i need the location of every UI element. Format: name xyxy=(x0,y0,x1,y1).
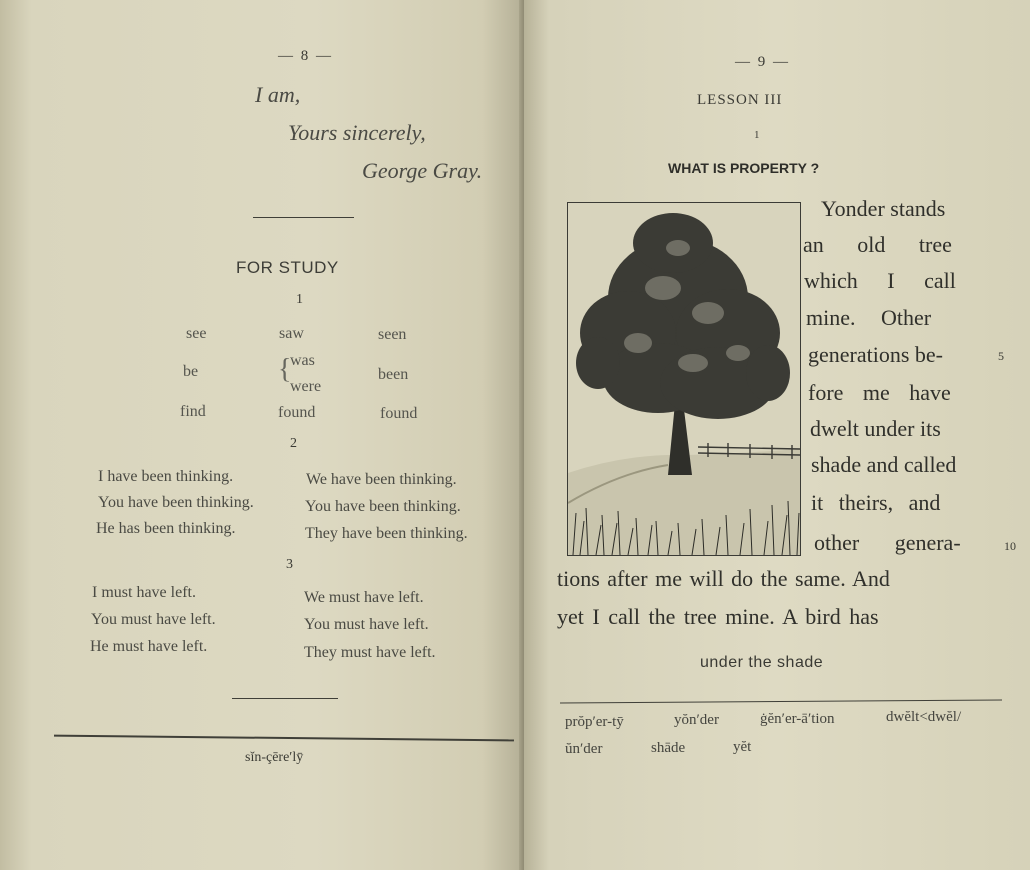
line-number-5: 5 xyxy=(998,349,1004,363)
s3-right-1: We must have left. xyxy=(304,589,424,606)
page-number-9: — 9 — xyxy=(735,54,790,70)
s2-left-3: He has been thinking. xyxy=(96,520,236,537)
s3-right-2: You must have left. xyxy=(304,616,429,633)
signature-name: George Gray. xyxy=(362,158,483,183)
lesson-section-number: 1 xyxy=(754,129,760,141)
text-line-2: an old tree xyxy=(803,232,952,257)
line-number-10: 10 xyxy=(1004,539,1016,553)
s2-left-1: I have been thinking. xyxy=(98,468,234,485)
gloss-shade: shāde xyxy=(651,740,686,756)
catchword: under the shade xyxy=(700,654,824,671)
text-line-1: Yonder stands xyxy=(821,196,946,221)
s2-left-2: You have been thinking. xyxy=(98,494,254,511)
text-line-8: shade and called xyxy=(811,452,957,477)
text-line-6: fore me have xyxy=(808,380,951,405)
lesson-heading: LESSON III xyxy=(697,92,783,108)
text-line-11: tions after me will do the same. And xyxy=(557,566,890,591)
study-heading: FOR STUDY xyxy=(236,258,339,277)
text-line-12: yet I call the tree mine. A bird has xyxy=(557,604,879,629)
lesson-title: WHAT IS PROPERTY ? xyxy=(668,160,820,176)
s3-right-3: They must have left. xyxy=(304,644,436,661)
s3-left-1: I must have left. xyxy=(92,584,196,601)
text-line-5: generations be- xyxy=(808,342,943,367)
s2-right-3: They have been thinking. xyxy=(305,525,468,542)
section-number-2: 2 xyxy=(290,436,297,451)
tree-illustration xyxy=(567,202,801,556)
verb-been: been xyxy=(378,366,409,383)
gloss-dwelt: dwĕlt<dwĕl/ xyxy=(886,709,962,725)
page-number-8: — 8 — xyxy=(278,48,333,64)
section-number-1: 1 xyxy=(296,292,303,307)
verb-saw: saw xyxy=(279,325,304,342)
verb-was: was xyxy=(290,352,315,369)
brace-mark: { xyxy=(278,354,292,385)
footnote-rule xyxy=(54,735,514,741)
tree-icon xyxy=(568,203,800,555)
text-line-7: dwelt under its xyxy=(810,416,941,441)
s3-left-2: You must have left. xyxy=(91,611,216,628)
closing-line-2: Yours sincerely, xyxy=(288,120,426,145)
verb-found: found xyxy=(278,404,316,421)
gloss-generation: ġĕn′er-ā′tion xyxy=(760,711,835,727)
gloss-property: prŏp′er-tȳ xyxy=(565,714,624,730)
verb-found-participle: found xyxy=(380,405,418,422)
text-line-4: mine. Other xyxy=(806,305,932,330)
closing-line-1: I am, xyxy=(255,82,301,107)
gloss-yet: yĕt xyxy=(733,739,752,755)
text-line-10: other genera- xyxy=(814,530,961,555)
divider-short-2 xyxy=(232,698,338,699)
text-line-3: which I call xyxy=(804,268,956,293)
s3-left-3: He must have left. xyxy=(90,638,208,655)
verb-see: see xyxy=(186,325,207,342)
s2-right-2: You have been thinking. xyxy=(305,498,461,515)
footnote-pronunciation: sĭn-çēre′lȳ xyxy=(245,750,304,765)
gloss-yonder: yŏn′der xyxy=(674,712,719,728)
divider-short xyxy=(253,217,354,218)
gloss-under: ŭn′der xyxy=(565,741,603,757)
verb-find: find xyxy=(180,403,206,420)
s2-right-1: We have been thinking. xyxy=(306,471,457,488)
verb-seen: seen xyxy=(378,326,407,343)
section-number-3: 3 xyxy=(286,557,293,572)
verb-were: were xyxy=(290,378,322,395)
verb-be: be xyxy=(183,363,199,380)
text-line-9: it theirs, and xyxy=(811,490,941,515)
